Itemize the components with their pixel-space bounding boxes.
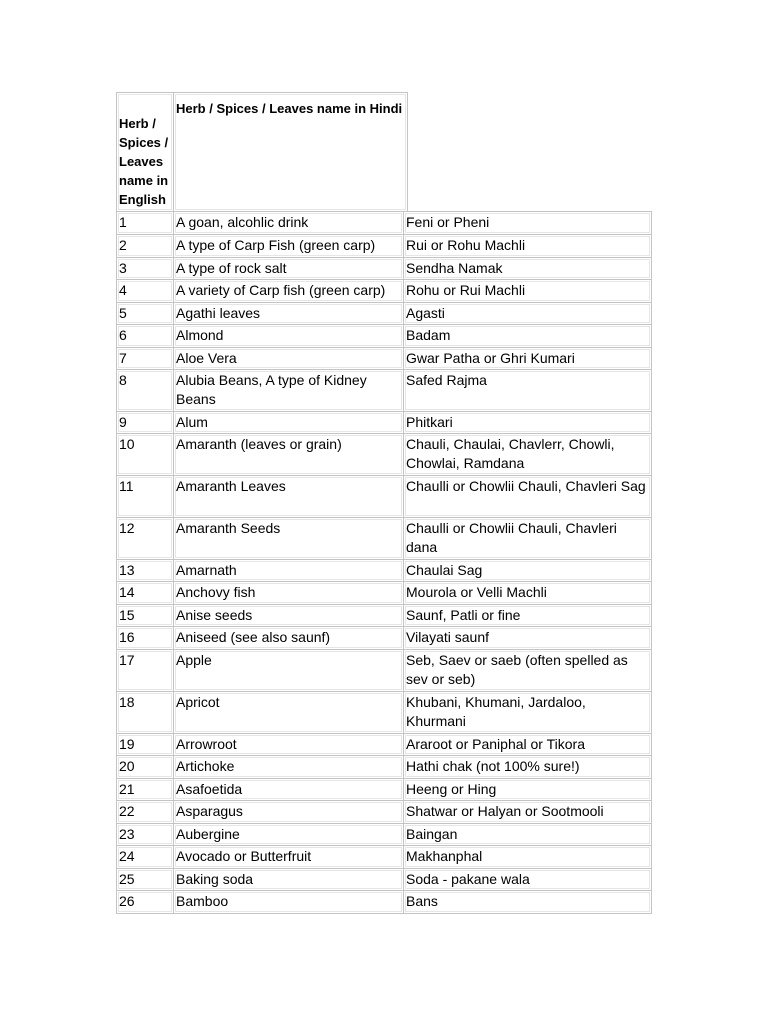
english-cell: Asparagus bbox=[173, 800, 404, 824]
num-cell: 2 bbox=[116, 234, 174, 258]
english-cell: Asafoetida bbox=[173, 778, 404, 801]
num-cell: 6 bbox=[116, 324, 174, 348]
num-cell: 26 bbox=[116, 890, 174, 914]
hindi-cell: Hathi chak (not 100% sure!) bbox=[403, 755, 652, 779]
hindi-cell: Badam bbox=[403, 324, 652, 348]
hindi-cell: Baingan bbox=[403, 823, 652, 846]
table-row bbox=[116, 518, 652, 560]
num-cell: 10 bbox=[116, 433, 174, 476]
table-row bbox=[116, 325, 652, 348]
english-cell: Aniseed (see also saunf) bbox=[173, 626, 404, 650]
table-row bbox=[116, 412, 652, 434]
hindi-cell: Mourola or Velli Machli bbox=[403, 581, 652, 605]
table-row bbox=[116, 650, 652, 692]
table-row bbox=[116, 212, 652, 235]
table-row bbox=[116, 779, 652, 801]
hindi-cell: Chaulai Sag bbox=[403, 559, 652, 582]
hindi-cell: Chaulli or Chowlii Chauli, Chavleri Sag bbox=[403, 475, 652, 518]
table-header bbox=[116, 92, 408, 212]
english-cell: A type of Carp Fish (green carp) bbox=[173, 234, 404, 258]
table-row bbox=[116, 846, 652, 869]
hindi-cell: Heeng or Hing bbox=[403, 778, 652, 801]
hindi-cell: Soda - pakane wala bbox=[403, 868, 652, 891]
english-cell: Anise seeds bbox=[173, 604, 404, 627]
english-cell: A type of rock salt bbox=[173, 257, 404, 280]
english-cell: Amaranth (leaves or grain) bbox=[173, 433, 404, 476]
english-cell: Anchovy fish bbox=[173, 581, 404, 605]
table-row bbox=[116, 258, 652, 280]
english-cell: Amaranth Leaves bbox=[173, 475, 404, 518]
herb-table-body bbox=[116, 212, 652, 914]
english-cell: Avocado or Butterfruit bbox=[173, 845, 404, 869]
table-row bbox=[116, 434, 652, 476]
header-english-label: Herb / Spices / Leaves name in English bbox=[119, 116, 169, 207]
num-cell: 16 bbox=[116, 626, 174, 650]
hindi-cell: Chauli, Chaulai, Chavlerr, Chowli, Chowlai, Ramdana bbox=[403, 433, 652, 476]
english-cell: Aloe Vera bbox=[173, 347, 404, 370]
num-cell: 20 bbox=[116, 755, 174, 779]
num-cell: 15 bbox=[116, 604, 174, 627]
english-cell: Alum bbox=[173, 411, 404, 434]
num-cell: 5 bbox=[116, 302, 174, 325]
table-row bbox=[116, 476, 652, 518]
hindi-cell: Araroot or Paniphal or Tikora bbox=[403, 733, 652, 756]
table-row bbox=[116, 891, 652, 914]
hindi-cell: Gwar Patha or Ghri Kumari bbox=[403, 347, 652, 370]
hindi-cell: Rohu or Rui Machli bbox=[403, 279, 652, 303]
table-row bbox=[116, 582, 652, 605]
hindi-cell: Rui or Rohu Machli bbox=[403, 234, 652, 258]
table-row bbox=[116, 734, 652, 756]
hindi-cell: Chaulli or Chowlii Chauli, Chavleri dana bbox=[403, 517, 652, 560]
num-cell: 21 bbox=[116, 778, 174, 801]
english-cell: Artichoke bbox=[173, 755, 404, 779]
num-cell: 17 bbox=[116, 649, 174, 692]
num-cell: 14 bbox=[116, 581, 174, 605]
english-cell: Baking soda bbox=[173, 868, 404, 891]
num-cell: 25 bbox=[116, 868, 174, 891]
english-cell: Amarnath bbox=[173, 559, 404, 582]
num-cell: 1 bbox=[116, 211, 174, 235]
english-cell: Aubergine bbox=[173, 823, 404, 846]
table-row bbox=[116, 560, 652, 582]
header-hindi-label: Herb / Spices / Leaves name in Hindi bbox=[176, 101, 403, 116]
table-row bbox=[116, 824, 652, 846]
num-cell: 3 bbox=[116, 257, 174, 280]
english-cell: Arrowroot bbox=[173, 733, 404, 756]
english-cell: Alubia Beans, A type of Kidney Beans bbox=[173, 369, 404, 412]
hindi-cell: Saunf, Patli or fine bbox=[403, 604, 652, 627]
table-row bbox=[116, 303, 652, 325]
table-row bbox=[116, 869, 652, 891]
table-row bbox=[116, 627, 652, 650]
num-cell: 11 bbox=[116, 475, 174, 518]
english-cell: Almond bbox=[173, 324, 404, 348]
num-cell: 9 bbox=[116, 411, 174, 434]
header-hindi bbox=[173, 92, 408, 212]
english-cell: Bamboo bbox=[173, 890, 404, 914]
table-row bbox=[116, 348, 652, 370]
num-cell: 4 bbox=[116, 279, 174, 303]
hindi-cell: Agasti bbox=[403, 302, 652, 325]
table-row bbox=[116, 235, 652, 258]
hindi-cell: Safed Rajma bbox=[403, 369, 652, 412]
hindi-cell: Phitkari bbox=[403, 411, 652, 434]
hindi-cell: Seb, Saev or saeb (often spelled as sev or seb) bbox=[403, 649, 652, 692]
num-cell: 24 bbox=[116, 845, 174, 869]
hindi-cell: Sendha Namak bbox=[403, 257, 652, 280]
table-row bbox=[116, 692, 652, 734]
num-cell: 8 bbox=[116, 369, 174, 412]
num-cell: 13 bbox=[116, 559, 174, 582]
english-cell: Amaranth Seeds bbox=[173, 517, 404, 560]
num-cell: 7 bbox=[116, 347, 174, 370]
table-row bbox=[116, 280, 652, 303]
english-cell: Agathi leaves bbox=[173, 302, 404, 325]
table-row bbox=[116, 605, 652, 627]
num-cell: 19 bbox=[116, 733, 174, 756]
table-row bbox=[116, 801, 652, 824]
table-row bbox=[116, 756, 652, 779]
num-cell: 12 bbox=[116, 517, 174, 560]
english-cell: Apricot bbox=[173, 691, 404, 734]
english-cell: A goan, alcohlic drink bbox=[173, 211, 404, 235]
hindi-cell: Vilayati saunf bbox=[403, 626, 652, 650]
table-row bbox=[116, 370, 652, 412]
hindi-cell: Khubani, Khumani, Jardaloo, Khurmani bbox=[403, 691, 652, 734]
english-cell: A variety of Carp fish (green carp) bbox=[173, 279, 404, 303]
hindi-cell: Feni or Pheni bbox=[403, 211, 652, 235]
hindi-cell: Makhanphal bbox=[403, 845, 652, 869]
num-cell: 22 bbox=[116, 800, 174, 824]
hindi-cell: Shatwar or Halyan or Sootmooli bbox=[403, 800, 652, 824]
num-cell: 18 bbox=[116, 691, 174, 734]
num-cell: 23 bbox=[116, 823, 174, 846]
hindi-cell: Bans bbox=[403, 890, 652, 914]
header-english bbox=[116, 92, 174, 212]
english-cell: Apple bbox=[173, 649, 404, 692]
